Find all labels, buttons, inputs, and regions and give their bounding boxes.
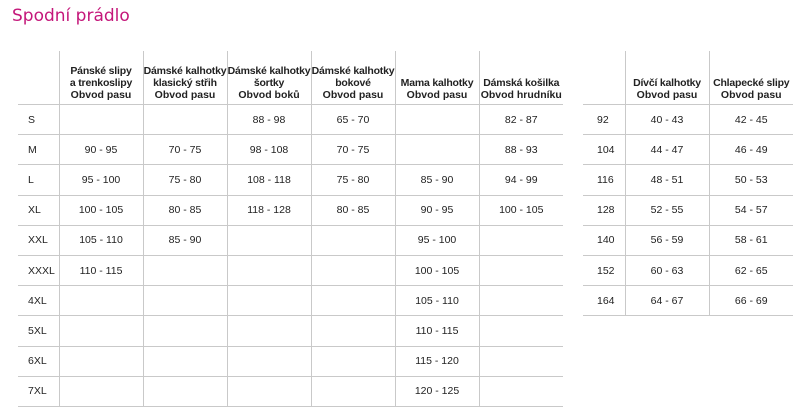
column-title-line: [710, 65, 794, 77]
table-row: [583, 255, 793, 285]
column-title-line: klasický střih: [153, 77, 217, 89]
column-measure: [583, 89, 625, 101]
measurement-cell: 115 - 120: [395, 346, 479, 376]
column-title-line: [583, 77, 625, 89]
column-measure: Obvod pasu: [322, 89, 384, 101]
measurement-cell: 120 - 125: [395, 376, 479, 406]
measurement-cell: [395, 105, 479, 135]
size-label-cell: 128: [583, 195, 625, 225]
measurement-cell: [227, 286, 311, 316]
measurement-cell: [311, 316, 395, 346]
measurement-cell: 90 - 95: [395, 195, 479, 225]
column-title-line: [396, 65, 479, 77]
column-title-line: Dívčí kalhotky: [633, 77, 701, 89]
measurement-cell: 100 - 105: [395, 255, 479, 285]
measurement-cell: [479, 255, 563, 285]
measurement-cell: 65 - 70: [311, 105, 395, 135]
measurement-cell: 105 - 110: [395, 286, 479, 316]
measurement-cell: 108 - 118: [227, 165, 311, 195]
measurement-cell: 85 - 90: [143, 225, 227, 255]
measurement-cell: [479, 316, 563, 346]
measurement-cell: 70 - 75: [311, 135, 395, 165]
header-row: [18, 51, 563, 105]
size-label-cell: 5XL: [18, 316, 59, 346]
size-label-cell: S: [18, 105, 59, 135]
measurement-cell: 46 - 49: [709, 135, 793, 165]
measurement-cell: [143, 316, 227, 346]
measurement-cell: [479, 225, 563, 255]
measurement-cell: 70 - 75: [143, 135, 227, 165]
column-header: [625, 51, 709, 105]
column-title-line: Dámské kalhotky: [143, 65, 227, 77]
measurement-cell: 85 - 90: [395, 165, 479, 195]
measurement-cell: 58 - 61: [709, 225, 793, 255]
measurement-cell: 100 - 105: [479, 195, 563, 225]
column-measure: Obvod boků: [238, 89, 300, 101]
measurement-cell: [143, 255, 227, 285]
measurement-cell: 54 - 57: [709, 195, 793, 225]
measurement-cell: 105 - 110: [59, 225, 143, 255]
table-row: [18, 165, 563, 195]
size-label-cell: XXL: [18, 225, 59, 255]
measurement-cell: 90 - 95: [59, 135, 143, 165]
measurement-cell: [59, 316, 143, 346]
column-title-line: Mama kalhotky: [400, 77, 474, 89]
column-measure: Obvod pasu: [406, 89, 468, 101]
column-title-line: [480, 65, 564, 77]
column-measure: Obvod pasu: [636, 89, 698, 101]
measurement-cell: 56 - 59: [625, 225, 709, 255]
measurement-cell: [143, 346, 227, 376]
size-label-cell: 116: [583, 165, 625, 195]
size-label-cell: 152: [583, 255, 625, 285]
measurement-cell: 42 - 45: [709, 105, 793, 135]
measurement-cell: [59, 105, 143, 135]
table-row: [18, 346, 563, 376]
size-label-cell: 164: [583, 286, 625, 316]
column-title-line: [18, 77, 59, 89]
measurement-cell: 62 - 65: [709, 255, 793, 285]
measurement-cell: 95 - 100: [59, 165, 143, 195]
measurement-cell: 100 - 105: [59, 195, 143, 225]
kids-size-table: [583, 51, 793, 316]
table-row: [18, 195, 563, 225]
table-row: [583, 195, 793, 225]
measurement-cell: 98 - 108: [227, 135, 311, 165]
measurement-cell: [311, 346, 395, 376]
table-row: [583, 225, 793, 255]
table-row: [18, 316, 563, 346]
measurement-cell: 60 - 63: [625, 255, 709, 285]
column-header: [709, 51, 793, 105]
measurement-cell: 94 - 99: [479, 165, 563, 195]
table-row: [18, 105, 563, 135]
column-title-line: bokové: [335, 77, 371, 89]
measurement-cell: [143, 376, 227, 406]
size-label-cell: 140: [583, 225, 625, 255]
table-row: [18, 135, 563, 165]
measurement-cell: 66 - 69: [709, 286, 793, 316]
measurement-cell: 88 - 93: [479, 135, 563, 165]
measurement-cell: [227, 376, 311, 406]
measurement-cell: [395, 135, 479, 165]
column-header: [227, 51, 311, 105]
table-row: [18, 225, 563, 255]
column-measure: [18, 89, 59, 101]
table-row: [18, 286, 563, 316]
header-row: [583, 51, 793, 105]
page-title: Spodní prádlo: [12, 6, 130, 26]
table-row: [583, 286, 793, 316]
measurement-cell: 118 - 128: [227, 195, 311, 225]
measurement-cell: 75 - 80: [311, 165, 395, 195]
measurement-cell: [59, 346, 143, 376]
column-title-line: Pánské slipy: [70, 65, 132, 77]
table-row: [583, 135, 793, 165]
measurement-cell: [311, 255, 395, 285]
column-header: [311, 51, 395, 105]
measurement-cell: 64 - 67: [625, 286, 709, 316]
measurement-cell: [59, 286, 143, 316]
size-column-header: [18, 51, 59, 105]
size-label-cell: 4XL: [18, 286, 59, 316]
measurement-cell: 44 - 47: [625, 135, 709, 165]
column-title-line: šortky: [253, 77, 285, 89]
measurement-cell: [227, 225, 311, 255]
column-measure: Obvod hrudníku: [480, 89, 562, 101]
measurement-cell: 40 - 43: [625, 105, 709, 135]
measurement-cell: [311, 286, 395, 316]
table-row: [583, 105, 793, 135]
measurement-cell: [143, 286, 227, 316]
measurement-cell: 50 - 53: [709, 165, 793, 195]
column-title-line: [18, 65, 59, 77]
adult-size-table: [18, 51, 563, 407]
size-label-cell: 92: [583, 105, 625, 135]
column-title-line: [583, 65, 625, 77]
column-measure: Obvod pasu: [154, 89, 216, 101]
measurement-cell: [311, 376, 395, 406]
measurement-cell: 80 - 85: [311, 195, 395, 225]
measurement-cell: 82 - 87: [479, 105, 563, 135]
measurement-cell: 88 - 98: [227, 105, 311, 135]
column-title-line: a trenkoslipy: [69, 77, 133, 89]
column-header: [479, 51, 563, 105]
column-title-line: Dámská košilka: [483, 77, 560, 89]
table-row: [583, 165, 793, 195]
column-header: [143, 51, 227, 105]
measurement-cell: [479, 286, 563, 316]
measurement-cell: 110 - 115: [395, 316, 479, 346]
column-header: [59, 51, 143, 105]
table-row: [18, 255, 563, 285]
size-label-cell: L: [18, 165, 59, 195]
size-label-cell: XXXL: [18, 255, 59, 285]
measurement-cell: [59, 376, 143, 406]
size-column-header: [583, 51, 625, 105]
measurement-cell: [143, 105, 227, 135]
column-title-line: Dámské kalhotky: [311, 65, 395, 77]
measurement-cell: [227, 316, 311, 346]
measurement-cell: [227, 255, 311, 285]
column-header: [395, 51, 479, 105]
column-title-line: Dámské kalhotky: [227, 65, 311, 77]
column-measure: Obvod pasu: [720, 89, 782, 101]
measurement-cell: [479, 346, 563, 376]
size-label-cell: XL: [18, 195, 59, 225]
column-title-line: [626, 65, 709, 77]
measurement-cell: 52 - 55: [625, 195, 709, 225]
size-label-cell: 6XL: [18, 346, 59, 376]
measurement-cell: [311, 225, 395, 255]
size-label-cell: 104: [583, 135, 625, 165]
size-label-cell: M: [18, 135, 59, 165]
measurement-cell: 80 - 85: [143, 195, 227, 225]
size-label-cell: 7XL: [18, 376, 59, 406]
column-measure: Obvod pasu: [70, 89, 132, 101]
measurement-cell: [479, 376, 563, 406]
measurement-cell: 110 - 115: [59, 255, 143, 285]
measurement-cell: [227, 346, 311, 376]
measurement-cell: 95 - 100: [395, 225, 479, 255]
measurement-cell: 75 - 80: [143, 165, 227, 195]
table-row: [18, 376, 563, 406]
measurement-cell: 48 - 51: [625, 165, 709, 195]
column-title-line: Chlapecké slipy: [713, 77, 790, 89]
